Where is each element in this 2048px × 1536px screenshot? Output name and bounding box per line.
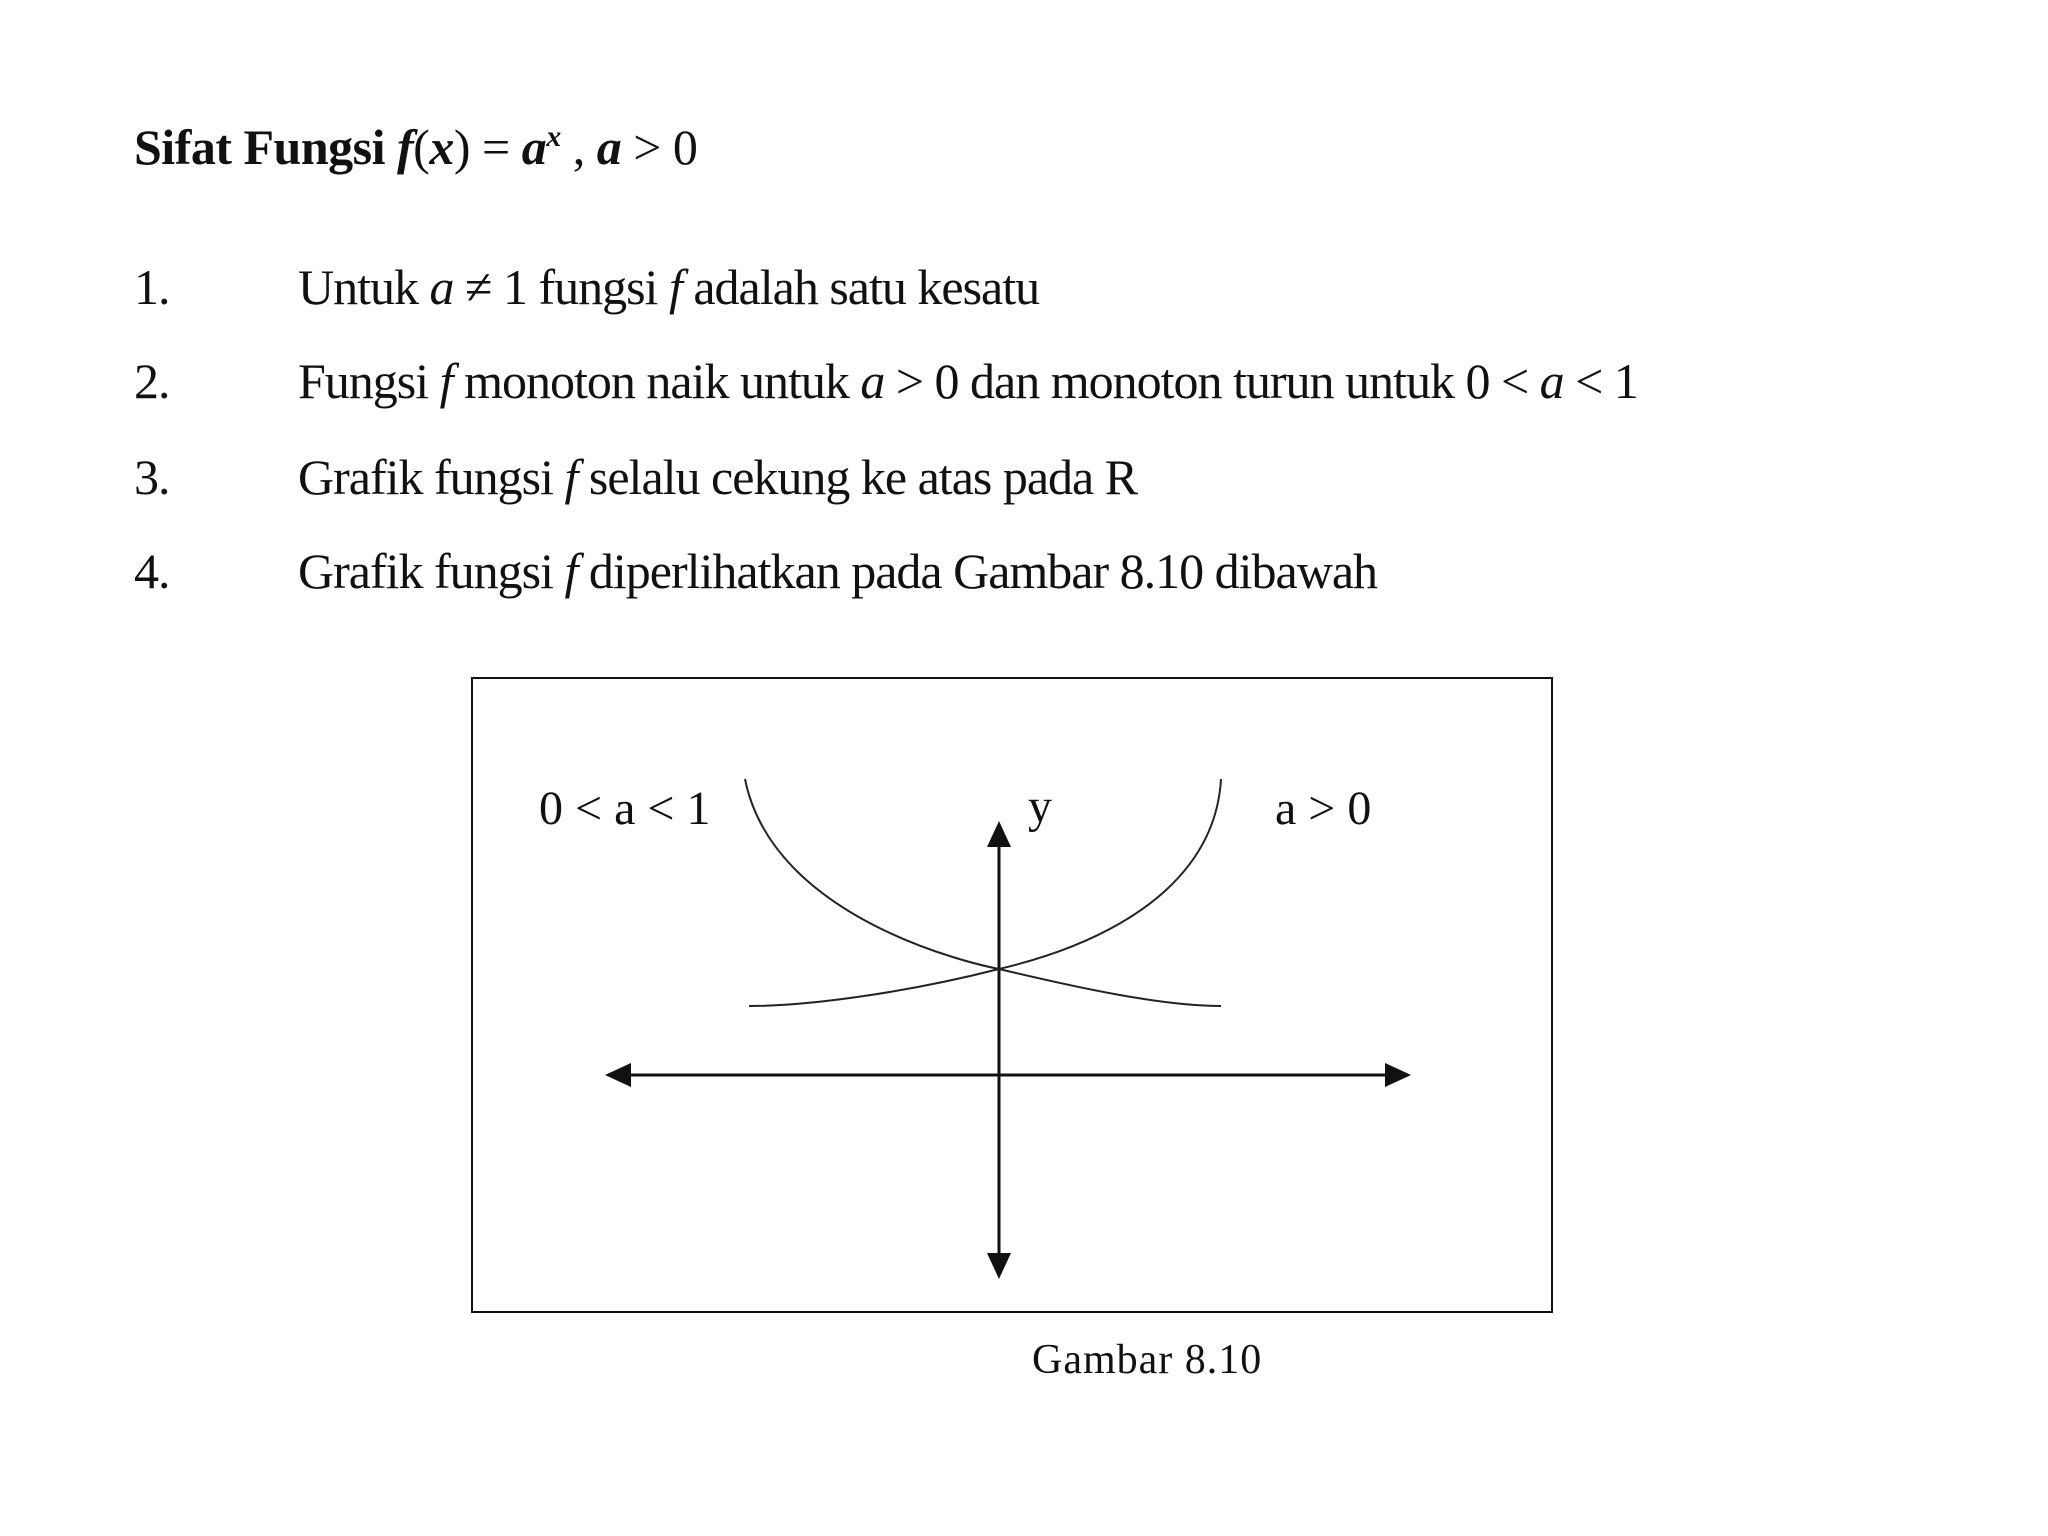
math-var: f <box>564 449 578 505</box>
title-cond-var: a <box>596 119 622 175</box>
math-var: a <box>1539 353 1564 409</box>
list-item-number: 4. <box>134 543 170 599</box>
list-item-number: 1. <box>134 259 170 315</box>
text-run: adalah satu kesatu <box>681 259 1040 315</box>
text-run: Fungsi <box>298 353 440 409</box>
x-axis-right-arrow <box>1385 1063 1411 1087</box>
list-item <box>134 352 1638 410</box>
label-y-axis: y <box>1028 780 1052 833</box>
title-exponent: x <box>546 120 561 153</box>
exponential-graph <box>473 679 1551 1311</box>
list-item-number: 3. <box>134 449 170 505</box>
title-func: f <box>397 119 414 175</box>
math-var: a <box>429 259 454 315</box>
page-title <box>134 118 697 176</box>
text-run: diperlihatkan pada Gambar 8.10 dibawah <box>577 543 1378 599</box>
math-var: f <box>564 543 578 599</box>
text-run: monoton naik untuk <box>452 353 861 409</box>
title-base: a <box>521 119 547 175</box>
y-axis-up-arrow <box>987 821 1011 847</box>
label-decreasing: 0 < a < 1 <box>539 782 711 835</box>
list-item <box>134 448 1137 506</box>
text-run: Untuk <box>298 259 430 315</box>
figure-caption: Gambar 8.10 <box>1032 1337 1263 1383</box>
title-paren-open: ( <box>413 119 430 175</box>
title-paren-close: ) <box>453 119 470 175</box>
list-item-text <box>298 352 1638 410</box>
title-equals: = <box>469 119 522 175</box>
text-run: ≠ 1 fungsi <box>453 259 669 315</box>
math-var: f <box>439 353 453 409</box>
list-item <box>134 542 1377 600</box>
text-run: Grafik fungsi <box>298 449 565 505</box>
text-run: selalu cekung ke atas pada R <box>577 449 1138 505</box>
text-run: < 1 <box>1563 353 1638 409</box>
math-var: f <box>668 259 682 315</box>
title-prefix: Sifat Fungsi <box>134 119 398 175</box>
list-item-text <box>298 258 1039 316</box>
increasing-curve <box>749 779 1221 1006</box>
list-item-text <box>298 542 1377 600</box>
decreasing-curve <box>745 779 1221 1006</box>
title-cond-rest: > 0 <box>621 119 698 175</box>
list-item <box>134 258 1039 316</box>
y-axis-down-arrow <box>987 1253 1011 1279</box>
title-comma: , <box>560 119 597 175</box>
x-axis-left-arrow <box>605 1063 631 1087</box>
figure-8-10 <box>471 677 1553 1313</box>
text-run: > 0 dan monoton turun untuk 0 < <box>884 353 1540 409</box>
math-var: a <box>860 353 885 409</box>
text-run: Grafik fungsi <box>298 543 565 599</box>
list-item-text <box>298 448 1137 506</box>
label-increasing: a > 0 <box>1275 782 1372 835</box>
title-arg: x <box>429 119 454 175</box>
list-item-number: 2. <box>134 353 170 409</box>
